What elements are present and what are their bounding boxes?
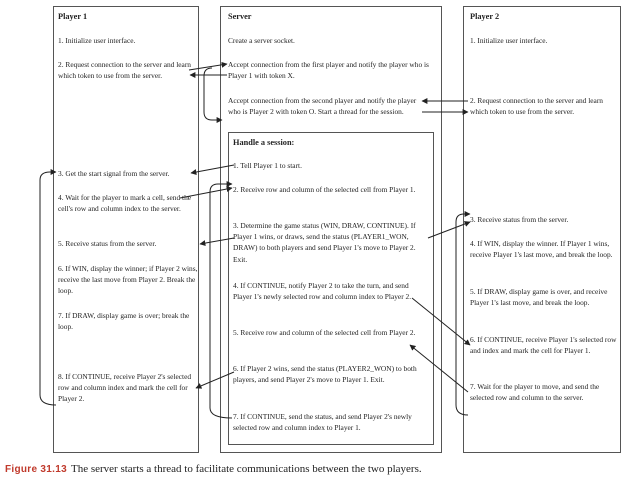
server-step-2: Accept connection from the first player and notify the player who is Player 1 with token X. [228, 60, 429, 81]
p1-step-3: 3. Get the start signal from the server. [58, 169, 170, 178]
p2-step-2: 2. Request connection to the server and learn which token to use from the server. [470, 96, 603, 117]
arrow-status-p1 [200, 238, 234, 244]
arrow-status-p2 [428, 222, 470, 238]
bracket-server-accept [204, 68, 222, 120]
arrow-p2-move [410, 345, 468, 392]
session-title: Handle a session: [233, 138, 295, 147]
p1-step-8: 8. If CONTINUE, receive Player 2's selected row and column index and mark the cell for Player 2. [58, 372, 192, 404]
session-step-5: 5. Receive row and column of the selected cell from Player 2. [233, 328, 416, 337]
p1-step-2: 2. Request connection to the server and learn which token to use from the server. [58, 60, 191, 81]
session-step-3: 3. Determine the game status (WIN, DRAW, CONTINUE). If Player 1 wins, or draws, send the status (PLAYER1_WON, DRAW) to both players and send Player 1's move to Player 2. Exit. [233, 221, 416, 264]
arrow-p1-move [180, 188, 232, 198]
server-step-1: Create a server socket. [228, 36, 295, 45]
session-step-4: 4. If CONTINUE, notify Player 2 to take the turn, and send Player 1's newly selected row and column index to Player 2. [233, 281, 412, 302]
caption-label: Figure 31.13 [5, 464, 67, 475]
session-step-7: 7. If CONTINUE, send the status, and send Player 2's newly selected row and column index to Player 1. [233, 412, 412, 433]
p2-step-4: 4. If WIN, display the winner. If Player 1 wins, receive Player 1's last move, and break the loop. [470, 239, 613, 260]
arrow-p2won-p1 [196, 372, 234, 388]
arrow-start-signal [191, 165, 234, 173]
p2-step-6: 6. If CONTINUE, receive Player 1's selected row and index and mark the cell for Player 1. [470, 335, 617, 356]
session-step-2: 2. Receive row and column of the selected cell from Player 1. [233, 185, 416, 194]
p1-step-4: 4. Wait for the player to mark a cell, send the cell's row and column index to the server. [58, 193, 192, 214]
server-title: Server [228, 12, 252, 21]
p1-step-7: 7. If DRAW, display game is over; break the loop. [58, 311, 190, 332]
player1-title: Player 1 [58, 12, 88, 21]
p1-step-6: 6. If WIN, display the winner; if Player 2 wins, receive the last move from Player 2. Break the loop. [58, 264, 198, 296]
loop-player1 [40, 172, 56, 405]
p2-step-7: 7. Wait for the player to move, and send the selected row and column to the server. [470, 382, 600, 403]
session-step-1: 1. Tell Player 1 to start. [233, 161, 302, 170]
caption-text: The server starts a thread to facilitate communications between the two players. [70, 463, 422, 475]
loop-player2 [456, 214, 470, 415]
session-step-6: 6. If Player 2 wins, send the status (PLAYER2_WON) to both players, and send Player 2's move to Player 1. Exit. [233, 364, 417, 385]
player2-title: Player 2 [470, 12, 500, 21]
p2-step-5: 5. If DRAW, display game is over, and receive Player 1's last move, and break the loop. [470, 287, 608, 308]
loop-session [210, 184, 232, 418]
p2-step-3: 3. Receive status from the server. [470, 215, 569, 224]
figure-caption [5, 463, 422, 475]
arrow-continue-p2 [412, 298, 470, 345]
p1-step-1: 1. Initialize user interface. [58, 36, 136, 45]
p1-step-5: 5. Receive status from the server. [58, 239, 157, 248]
server-step-3: Accept connection from the second player and notify the player who is Player 2 with token O. Start a thread for the session. [228, 96, 417, 117]
p2-step-1: 1. Initialize user interface. [470, 36, 548, 45]
